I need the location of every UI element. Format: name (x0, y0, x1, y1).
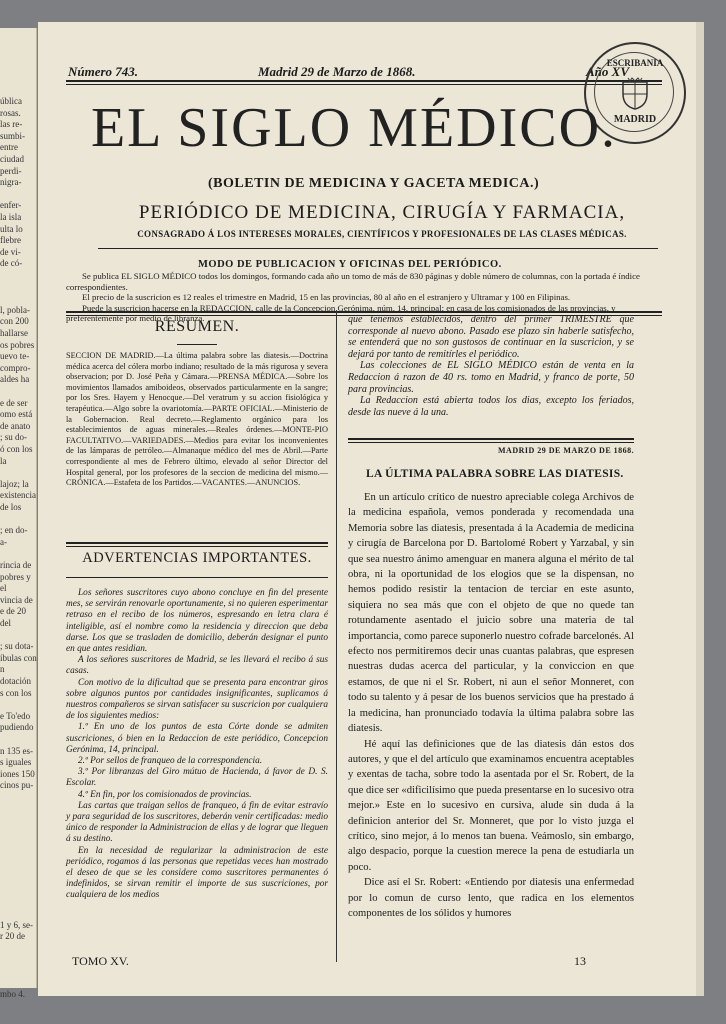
page-number: 13 (574, 954, 586, 968)
facing-page-fragment: n 135 es- (0, 745, 33, 756)
article-body (348, 490, 634, 921)
article-paragraph: En un artículo crítico de nuestro apreciable colega Archivos de la medicina española, vemos ponderada y recomendada una Memoria sobre las diatesis, presentada á la Academia de medicina y cirugía de Barcelona por D. Bartolomé Robert y Yarzabal, y sin que sea nuestro ánimo amenguar en manera alguna el mérito de tal obra, ni la oportunidad de los elogios que se la dispensan, no hemos podido resistir la tentacion de terciar en este asunto, siquiera no sea más que con el objeto de que no quede tan rotundamente asentado el juicio sobre una materia de tal importancia, como parece suponerlo nuestro cofrade barcelonés. Al efecto nos permitiremos decir unas cuantas palabras, que espresen nuestras dudas acerca del particular, y la conviccion en que estamos, de que ni el Sr. Robert, ni aun el señor Monneret, con todo su talento y á pesar de los buenos servicios que ha prestado á la medicina, han pronunciado todavía la última palabra sobre las diatesis. (348, 492, 634, 735)
facing-page-fragment: s con los (0, 687, 32, 698)
masthead-tagline: PERIÓDICO DE MEDICINA, CIRUGÍA Y FARMACIA, (138, 202, 626, 223)
article-title: LA ÚLTIMA PALABRA SOBRE LAS DIATESIS. (366, 468, 624, 480)
facing-page-fragment: rincia de (0, 560, 32, 570)
publication-heading: MODO DE PUBLICACION Y OFICINAS DEL PERIÓDICO. (198, 259, 502, 270)
facing-page-fragment: con 200 (0, 316, 29, 327)
advertencia-paragraph: 2.º Por sellos de franqueo de la correspondencia. (78, 756, 263, 767)
facing-page-fragment: os pobres (0, 339, 35, 350)
facing-page-edge (0, 28, 37, 1000)
resumen-text: SECCION DE MADRID.—La última palabra sobre las diatesis.—Doctrina médica acerca del cólera morbo indiano; resultado de la más rigurosa y severa observacion; por D. José Peña y Cámara.—PRENSA MÉDICA.—Sobre los movimientos llamados amiboideos, observados particularmente en la sangre; por los Sres. Hayem y Henocque.—Del veratrum y su accion fisiológica y terapéutica.—Algo sobre la ovariotomía.—PARTE OFICIAL.—Ministerio de la Gobernacion. Real decreto.—Reglamento orgánico para los establecimientos de aguas minerales.—Reales órdenes.—MONTE-PIO FACULTATIVO.—VARIEDADES.—Medios para evitar los inconvenientes de las lámparas de petróleo.—Almanaque médico del mes de Abril.—Parte correspondiente al mes de Febrero último, elevado al señor Director del Hospital general, por los profesores de la seccion de medicina del mismo.—CRÓNICA.—Estafeta de los Partidos.—VACANTES.—ANUNCIOS. (66, 351, 328, 488)
facing-page-fragment: de vi- (0, 246, 21, 257)
facing-page-fragment: e To'edo (0, 710, 31, 721)
facing-page-fragment: l, pobla- (0, 304, 30, 315)
facing-page-fragment: de los (0, 502, 22, 512)
newspaper-page (38, 22, 696, 996)
facing-page-fragment: existencia (0, 490, 36, 501)
notices-rule (348, 438, 634, 443)
facing-page-fragment: ulta lo (0, 223, 23, 234)
facing-page-fragment: dotación (0, 676, 31, 686)
issue-number: Número 743. (68, 64, 139, 79)
facing-page-fragment: n (0, 664, 5, 675)
facing-page-fragment: r 20 de (0, 931, 25, 942)
facing-page-fragment: ciudad (0, 154, 24, 164)
facing-page-fragment: ; su do- (0, 432, 27, 443)
facing-page-fragment: rosas. (0, 107, 21, 118)
facing-page-fragment: de có- (0, 258, 23, 269)
advertencias-section (66, 550, 328, 902)
stamp-bottom-text: MADRID (613, 114, 657, 125)
facing-page-fragment: ; su dota- (0, 641, 34, 652)
resumen-heading: RESUMEN. (154, 318, 240, 335)
resumen-ornament (177, 344, 217, 345)
facing-page-fragment: íbulas con (0, 652, 37, 663)
notice-paragraph: que tenemos establecidos, dentro del primer TRIMESTRE que corresponde al nuevo abono. Pasado ese plazo sin haberle satisfecho, se entenderá que no son gustosos de continuar en la suscricion, y se dejará por tanto de remitírles el periódico. (348, 314, 634, 360)
facing-page-fragment: vincia de (0, 594, 33, 605)
facing-page-fragment: omo está (0, 409, 33, 420)
facing-page-fragment: uevo te- (0, 351, 30, 362)
facing-page-fragment: las re- (0, 119, 23, 130)
advertencia-paragraph: En la necesidad de regularizar la administracion de este periódico, rogamos á las personas que repetidas veces han mostrado el deseo de que se les considere como suscritores permanentes ó indefinidos, se sirvan remitir el importe de sus suscriciones, por cualquiera de los medios (66, 845, 328, 901)
facing-page-fragment: hallarse (0, 328, 28, 338)
advertencia-paragraph: 3.º Por libranzas del Giro mútuo de Hacienda, á favor de D. S. Escolar. (66, 767, 328, 789)
volume-label: TOMO XV. (72, 954, 129, 968)
facing-page-fragment: cinos pu- (0, 780, 34, 791)
advertencia-paragraph: 1.º En uno de los puntos de esta Córte donde se admiten suscriciones, ó bien en la Redaccion de este periódico, Concepcion Gerónima, 14, principal. (66, 722, 328, 755)
facing-page-fragment: entre (0, 142, 18, 153)
facing-page-fragment: ó con los (0, 444, 33, 454)
publication-line: El precio de la suscricion es 12 reales el trimestre en Madrid, 15 en las provincias, 80 al año en el estranjero y Ultramar y 100 en Filipinas. (82, 292, 571, 302)
facing-page-fragment: flebre (0, 235, 21, 246)
dateline: MADRID 29 DE MARZO DE 1868. (498, 446, 635, 455)
article-paragraph: Dice así el Sr. Robert: «Entiendo por diatesis una enfermedad por lo comun de curso lento, que radica en los elementos componentes de los sólidos y humores (348, 877, 634, 919)
publication-line: Se publica EL SIGLO MÉDICO todos los domingos, formando cada año un tomo de más de 830 páginas y doble número de columnas, con la portada é índice correspondientes. (66, 271, 640, 292)
facing-page-fragment: enfer- (0, 200, 22, 211)
notice-paragraph: La Redaccion está abierta todos los dias, excepto los feriados, desde las nueve á la una. (348, 395, 634, 418)
masthead-dedication: CONSAGRADO Á LOS INTERESES MORALES, CIENTÍFICOS Y PROFESIONALES DE LAS CLASES MÉDICAS. (137, 229, 627, 239)
facing-page-fragment: la (0, 455, 7, 466)
facing-page-fragment: mbo 4. (0, 989, 26, 1000)
advertencia-paragraph: Las cartas que traigan sellos de franqueo, á fin de evitar estravío y para seguridad de los suscritores, deberán venir certificadas: medio único de responder la Administracion de ellas y de lograr que lleguen á su destino. (66, 800, 328, 845)
masthead-rule (98, 248, 658, 249)
facing-page-fragment: aldes ha (0, 374, 30, 385)
stamp-top-text: ESCRIBANIA (606, 58, 664, 68)
facing-page-fragment: s iguales (0, 757, 32, 768)
facing-page-fragment: lajoz; la (0, 478, 29, 489)
resumen-section (66, 318, 328, 489)
column-divider (336, 310, 337, 962)
facing-page-fragment: de anato (0, 420, 31, 431)
facing-page-fragment: ública (0, 96, 22, 106)
facing-page-fragment: pudiendo (0, 722, 34, 733)
publication-line: Puede la suscricion hacerse en la REDACCION, calle de la Concepcion Gerónima, núm. 14, principal; en casa de los comisionados de las provincias, y preferentemente por medio de libranza. (66, 302, 616, 323)
page-edge (696, 22, 704, 996)
facing-page-fragment: el (0, 583, 7, 594)
facing-page-fragment: la isla (0, 212, 22, 222)
facing-page-fragment: e de 20 (0, 606, 26, 617)
facing-page-fragment: 1 y 6, se- (0, 919, 33, 930)
header-rule (66, 80, 662, 85)
facing-page-fragment: ; en do- (0, 525, 28, 536)
advertencias-rule (66, 577, 328, 578)
advertencia-paragraph: A los señores suscritores de Madrid, se les llevará el recibo á sus casas. (66, 655, 328, 677)
masthead-title: EL SIGLO MÉDICO. (90, 97, 618, 159)
advertencias-heading: ADVERTENCIAS IMPORTANTES. (82, 550, 312, 566)
facing-page-fragment: a- (0, 536, 7, 547)
right-top-notices (348, 314, 634, 418)
advertencia-paragraph: Los señores suscritores cuyo abono concluye en fin del presente mes, se servirán renovarle oportunamente, si no quieren esperimentar retraso en el recibo de los números, espresando en letra clara é inteligible, así el nombre como la residencia y direccion que deba darse. Los que se trasladen de domicilio, deberán designar el punto en que antes residian. (66, 588, 328, 655)
advertencia-paragraph: 4.º En fin, por los comisionados de provincias. (78, 789, 252, 800)
facing-page-fragment: pobres y (0, 571, 31, 582)
facing-page-fragment: iones 150 (0, 768, 35, 779)
facing-page-fragment: compro- (0, 362, 31, 373)
advertencia-paragraph: Con motivo de la dificultad que se presenta para encontrar giros sobre algunos puntos por cantidades insignificantes, suplicamos á nuestros compañeros se sirvan satisfacer su suscricion por cualquiera de los siguientes medios: (66, 677, 328, 722)
issue-date: Madrid 29 de Marzo de 1868. (258, 64, 416, 79)
article-paragraph: Hé aquí las definiciones que de las diatesis dán estos dos autores, y que el del artículo que examinamos encuentra aceptables y exentas de tacha, sobre todo la asentada por el Sr. Robert, de la que dice ser «dificilísimo que pueda presentarse en lo sucesivo otra mejor.» Este en lo sucesivo en cursiva, alude sin duda á la definicion anterior del Sr. Monneret, que por lo visto juzga el crítico, sino mejor, á lo menos tan buena. Veámoslo, sin embargo, algo despacio, porque la cuestion merece la pena de estudiarla un poco. (348, 738, 634, 873)
masthead-subtitle: (BOLETIN DE MEDICINA Y GACETA MEDICA.) (208, 176, 540, 191)
facing-page-fragment: nigra- (0, 177, 22, 188)
facing-page-fragment: perdi- (0, 165, 22, 176)
facing-page-fragment: sumbi- (0, 130, 26, 141)
notice-paragraph: Las colecciones de EL SIGLO MÉDICO están de venta en la Redaccion á razon de 40 rs. tomo en Madrid, y franco de porte, 50 para provincias. (348, 360, 634, 395)
facing-page-fragment: e de ser (0, 397, 28, 408)
resumen-rule (66, 542, 328, 547)
facing-page-fragment: del (0, 618, 11, 628)
issue-year: Año XV (586, 64, 629, 79)
